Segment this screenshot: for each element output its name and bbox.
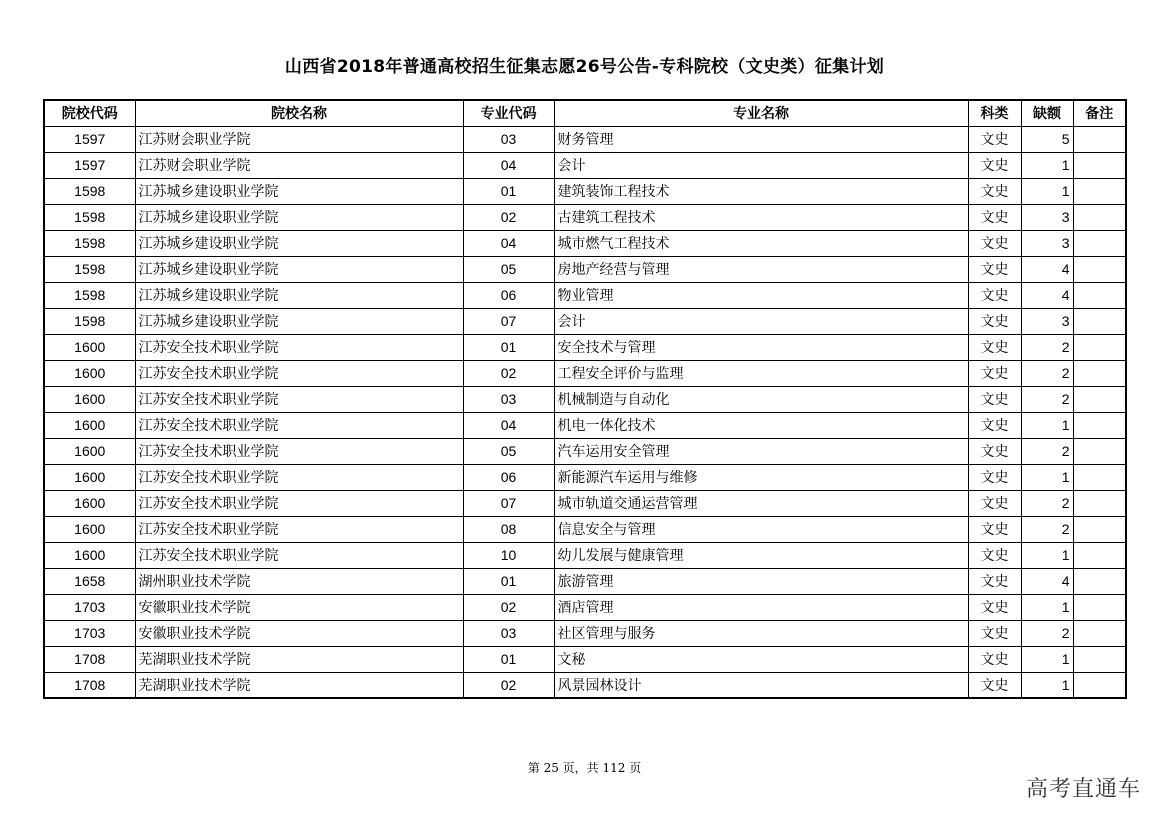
- cell-school-name: 安徽职业技术学院: [135, 620, 463, 646]
- cell-major-code: 05: [463, 256, 554, 282]
- cell-note: [1073, 672, 1126, 698]
- cell-major-code: 06: [463, 464, 554, 490]
- cell-major-code: 01: [463, 334, 554, 360]
- cell-major-name: 新能源汽车运用与维修: [554, 464, 968, 490]
- cell-school-name: 江苏安全技术职业学院: [135, 542, 463, 568]
- cell-category: 文史: [968, 204, 1021, 230]
- table-row: [44, 178, 1126, 204]
- table-row: [44, 412, 1126, 438]
- cell-school-code: 1600: [44, 516, 135, 542]
- cell-vacancy: 2: [1021, 516, 1073, 542]
- cell-school-code: 1598: [44, 230, 135, 256]
- cell-major-code: 08: [463, 516, 554, 542]
- cell-category: 文史: [968, 464, 1021, 490]
- cell-category: 文史: [968, 334, 1021, 360]
- cell-note: [1073, 464, 1126, 490]
- header-major-name: 专业名称: [554, 100, 968, 126]
- cell-major-name: 城市燃气工程技术: [554, 230, 968, 256]
- cell-category: 文史: [968, 438, 1021, 464]
- cell-school-code: 1597: [44, 152, 135, 178]
- cell-major-name: 古建筑工程技术: [554, 204, 968, 230]
- cell-school-code: 1708: [44, 672, 135, 698]
- cell-major-code: 03: [463, 620, 554, 646]
- cell-note: [1073, 360, 1126, 386]
- cell-school-name: 江苏城乡建设职业学院: [135, 256, 463, 282]
- cell-major-code: 02: [463, 594, 554, 620]
- cell-vacancy: 3: [1021, 204, 1073, 230]
- cell-category: 文史: [968, 646, 1021, 672]
- cell-category: 文史: [968, 282, 1021, 308]
- cell-major-code: 07: [463, 490, 554, 516]
- cell-vacancy: 1: [1021, 542, 1073, 568]
- cell-major-name: 工程安全评价与监理: [554, 360, 968, 386]
- cell-school-code: 1600: [44, 334, 135, 360]
- page-number: 第 25 页，共 112 页: [527, 761, 642, 775]
- table-row: [44, 308, 1126, 334]
- cell-school-code: 1600: [44, 438, 135, 464]
- cell-school-code: 1600: [44, 412, 135, 438]
- cell-major-name: 安全技术与管理: [554, 334, 968, 360]
- cell-note: [1073, 126, 1126, 152]
- cell-major-name: 机械制造与自动化: [554, 386, 968, 412]
- cell-major-name: 旅游管理: [554, 568, 968, 594]
- cell-vacancy: 1: [1021, 178, 1073, 204]
- cell-category: 文史: [968, 308, 1021, 334]
- table-row: [44, 568, 1126, 594]
- cell-note: [1073, 490, 1126, 516]
- cell-school-code: 1598: [44, 204, 135, 230]
- cell-major-name: 汽车运用安全管理: [554, 438, 968, 464]
- enrollment-plan-table: [43, 99, 1127, 699]
- table-row: [44, 334, 1126, 360]
- table-row: [44, 672, 1126, 698]
- cell-school-code: 1597: [44, 126, 135, 152]
- cell-school-name: 江苏安全技术职业学院: [135, 412, 463, 438]
- cell-note: [1073, 620, 1126, 646]
- table-row: [44, 438, 1126, 464]
- cell-vacancy: 2: [1021, 360, 1073, 386]
- cell-school-code: 1598: [44, 178, 135, 204]
- cell-school-name: 江苏安全技术职业学院: [135, 360, 463, 386]
- table-row: [44, 152, 1126, 178]
- cell-category: 文史: [968, 386, 1021, 412]
- cell-school-name: 江苏城乡建设职业学院: [135, 230, 463, 256]
- header-school-code: 院校代码: [44, 100, 135, 126]
- table-row: [44, 256, 1126, 282]
- cell-school-name: 江苏安全技术职业学院: [135, 464, 463, 490]
- cell-vacancy: 2: [1021, 490, 1073, 516]
- cell-vacancy: 1: [1021, 594, 1073, 620]
- cell-major-name: 文秘: [554, 646, 968, 672]
- cell-school-name: 芜湖职业技术学院: [135, 672, 463, 698]
- cell-vacancy: 3: [1021, 230, 1073, 256]
- cell-category: 文史: [968, 542, 1021, 568]
- header-vacancy: 缺额: [1021, 100, 1073, 126]
- cell-school-code: 1600: [44, 386, 135, 412]
- cell-school-name: 江苏安全技术职业学院: [135, 334, 463, 360]
- cell-major-name: 信息安全与管理: [554, 516, 968, 542]
- cell-major-code: 01: [463, 646, 554, 672]
- table-row: [44, 204, 1126, 230]
- cell-major-code: 03: [463, 386, 554, 412]
- watermark-logo-text: 高考直通车: [1025, 777, 1141, 802]
- cell-major-code: 02: [463, 204, 554, 230]
- cell-category: 文史: [968, 620, 1021, 646]
- cell-school-name: 江苏财会职业学院: [135, 152, 463, 178]
- cell-school-name: 江苏城乡建设职业学院: [135, 282, 463, 308]
- cell-school-code: 1600: [44, 490, 135, 516]
- table-row: [44, 646, 1126, 672]
- cell-vacancy: 1: [1021, 152, 1073, 178]
- cell-vacancy: 4: [1021, 568, 1073, 594]
- header-note: 备注: [1073, 100, 1126, 126]
- table-row: [44, 490, 1126, 516]
- cell-major-name: 酒店管理: [554, 594, 968, 620]
- cell-school-code: 1658: [44, 568, 135, 594]
- cell-school-code: 1703: [44, 594, 135, 620]
- cell-category: 文史: [968, 360, 1021, 386]
- table-header-row: [44, 100, 1126, 126]
- cell-major-name: 风景园林设计: [554, 672, 968, 698]
- page-title: 山西省2018年普通高校招生征集志愿26号公告-专科院校（文史类）征集计划: [284, 57, 885, 77]
- cell-note: [1073, 386, 1126, 412]
- table-row: [44, 542, 1126, 568]
- cell-note: [1073, 230, 1126, 256]
- cell-note: [1073, 256, 1126, 282]
- cell-category: 文史: [968, 230, 1021, 256]
- cell-vacancy: 1: [1021, 464, 1073, 490]
- cell-note: [1073, 308, 1126, 334]
- header-category: 科类: [968, 100, 1021, 126]
- cell-major-code: 02: [463, 672, 554, 698]
- cell-note: [1073, 204, 1126, 230]
- cell-category: 文史: [968, 178, 1021, 204]
- cell-major-code: 07: [463, 308, 554, 334]
- cell-note: [1073, 438, 1126, 464]
- table-row: [44, 620, 1126, 646]
- cell-vacancy: 2: [1021, 386, 1073, 412]
- cell-school-name: 江苏安全技术职业学院: [135, 516, 463, 542]
- cell-note: [1073, 334, 1126, 360]
- cell-school-name: 芜湖职业技术学院: [135, 646, 463, 672]
- cell-major-code: 01: [463, 568, 554, 594]
- cell-vacancy: 3: [1021, 308, 1073, 334]
- table-row: [44, 360, 1126, 386]
- cell-school-name: 江苏城乡建设职业学院: [135, 308, 463, 334]
- cell-category: 文史: [968, 490, 1021, 516]
- cell-school-code: 1598: [44, 308, 135, 334]
- cell-major-code: 06: [463, 282, 554, 308]
- cell-school-name: 江苏安全技术职业学院: [135, 490, 463, 516]
- cell-major-name: 房地产经营与管理: [554, 256, 968, 282]
- cell-major-name: 幼儿发展与健康管理: [554, 542, 968, 568]
- cell-vacancy: 2: [1021, 334, 1073, 360]
- cell-school-name: 江苏城乡建设职业学院: [135, 204, 463, 230]
- cell-school-code: 1600: [44, 464, 135, 490]
- cell-school-code: 1598: [44, 282, 135, 308]
- cell-major-code: 10: [463, 542, 554, 568]
- cell-note: [1073, 646, 1126, 672]
- table-row: [44, 594, 1126, 620]
- cell-category: 文史: [968, 412, 1021, 438]
- cell-school-code: 1708: [44, 646, 135, 672]
- cell-school-name: 江苏财会职业学院: [135, 126, 463, 152]
- cell-major-code: 05: [463, 438, 554, 464]
- cell-major-name: 物业管理: [554, 282, 968, 308]
- cell-note: [1073, 178, 1126, 204]
- cell-major-code: 03: [463, 126, 554, 152]
- table-row: [44, 386, 1126, 412]
- cell-vacancy: 5: [1021, 126, 1073, 152]
- cell-category: 文史: [968, 672, 1021, 698]
- cell-vacancy: 4: [1021, 256, 1073, 282]
- cell-vacancy: 2: [1021, 620, 1073, 646]
- cell-note: [1073, 568, 1126, 594]
- cell-major-code: 02: [463, 360, 554, 386]
- cell-note: [1073, 152, 1126, 178]
- cell-note: [1073, 516, 1126, 542]
- cell-category: 文史: [968, 516, 1021, 542]
- cell-major-code: 04: [463, 412, 554, 438]
- cell-major-name: 财务管理: [554, 126, 968, 152]
- table-row: [44, 516, 1126, 542]
- cell-major-name: 建筑装饰工程技术: [554, 178, 968, 204]
- cell-school-code: 1600: [44, 542, 135, 568]
- cell-category: 文史: [968, 152, 1021, 178]
- cell-major-name: 社区管理与服务: [554, 620, 968, 646]
- cell-school-code: 1703: [44, 620, 135, 646]
- table-row: [44, 230, 1126, 256]
- cell-note: [1073, 282, 1126, 308]
- cell-note: [1073, 594, 1126, 620]
- cell-category: 文史: [968, 568, 1021, 594]
- cell-vacancy: 2: [1021, 438, 1073, 464]
- cell-major-code: 04: [463, 230, 554, 256]
- cell-category: 文史: [968, 256, 1021, 282]
- header-major-code: 专业代码: [463, 100, 554, 126]
- table-row: [44, 464, 1126, 490]
- cell-category: 文史: [968, 126, 1021, 152]
- cell-vacancy: 1: [1021, 412, 1073, 438]
- header-school-name: 院校名称: [135, 100, 463, 126]
- cell-major-name: 会计: [554, 308, 968, 334]
- cell-school-code: 1600: [44, 360, 135, 386]
- cell-school-name: 江苏安全技术职业学院: [135, 386, 463, 412]
- cell-note: [1073, 542, 1126, 568]
- cell-major-name: 城市轨道交通运营管理: [554, 490, 968, 516]
- cell-major-name: 机电一体化技术: [554, 412, 968, 438]
- cell-school-code: 1598: [44, 256, 135, 282]
- cell-school-name: 安徽职业技术学院: [135, 594, 463, 620]
- cell-school-name: 湖州职业技术学院: [135, 568, 463, 594]
- table-body: [44, 126, 1126, 698]
- cell-vacancy: 4: [1021, 282, 1073, 308]
- table-row: [44, 282, 1126, 308]
- cell-school-name: 江苏城乡建设职业学院: [135, 178, 463, 204]
- cell-major-code: 01: [463, 178, 554, 204]
- cell-vacancy: 1: [1021, 646, 1073, 672]
- cell-note: [1073, 412, 1126, 438]
- table-row: [44, 126, 1126, 152]
- cell-school-name: 江苏安全技术职业学院: [135, 438, 463, 464]
- cell-vacancy: 1: [1021, 672, 1073, 698]
- cell-category: 文史: [968, 594, 1021, 620]
- cell-major-code: 04: [463, 152, 554, 178]
- cell-major-name: 会计: [554, 152, 968, 178]
